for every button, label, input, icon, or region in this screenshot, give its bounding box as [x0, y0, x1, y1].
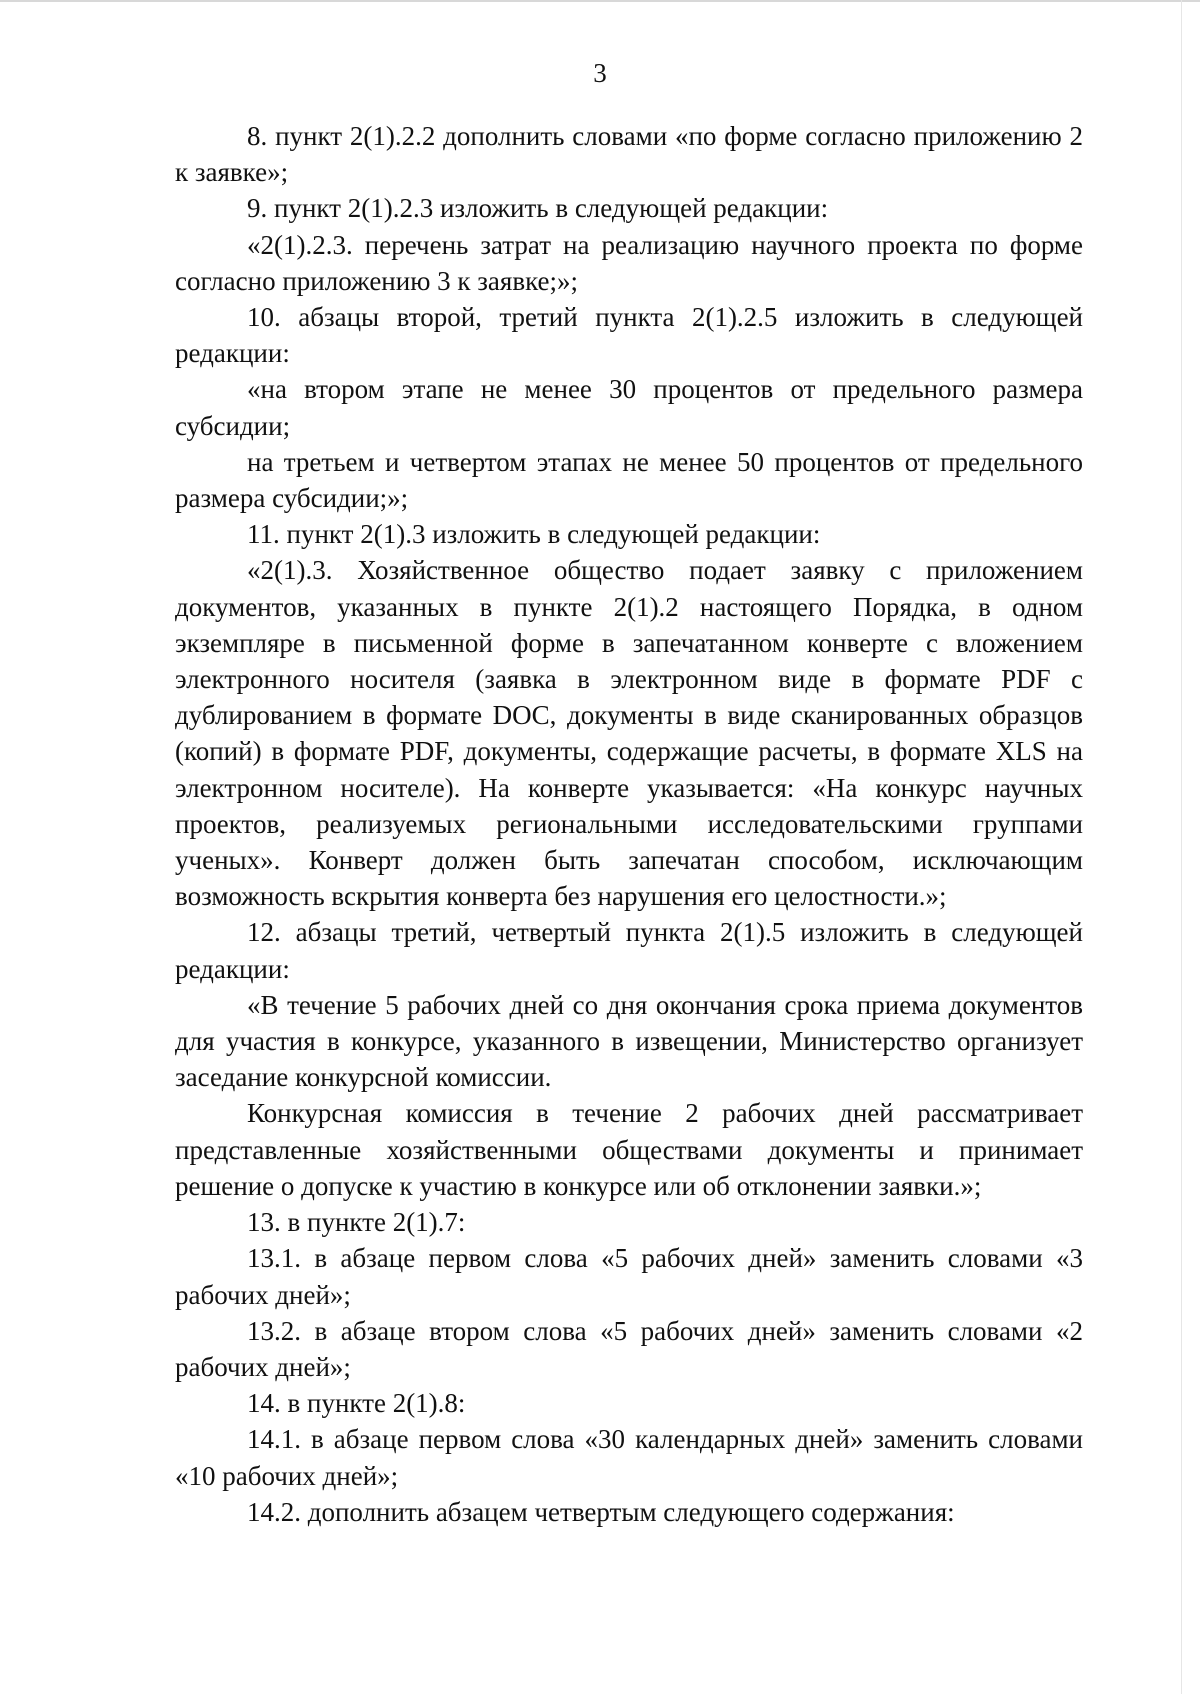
paragraph-9-quote: «2(1).2.3. перечень затрат на реализацию научного проекта по форме согласно приложению 3 к заявке;»; [175, 229, 1083, 296]
paragraph-8: 8. пункт 2(1).2.2 дополнить словами «по форме согласно приложению 2 к заявке»; [175, 121, 1083, 188]
paragraph-12-quote-b: Конкурсная комиссия в течение 2 рабочих дней рассматривает представленные хозяйственными обществами документы и принимает решение о допуске к участию в конкурсе или об отклонении заявки.»; [175, 1098, 1083, 1201]
paragraph-10-quote-a: «на втором этапе не менее 30 процентов от предельного размера субсидии; [175, 374, 1083, 441]
paragraph-14-2: 14.2. дополнить абзацем четвертым следующего содержания: [247, 1496, 955, 1527]
paragraph-11-quote: «2(1).3. Хозяйственное общество подает заявку с приложением документов, указанных в пункте 2(1).2 настоящего Порядка, в одном экземпляре в письменной форме в запечатанном конверте с вложением электронного носителя (заявка в электронном виде в формате PDF с дублированием в формате DOC, документы в виде сканированных образцов (копий) в формате PDF, документы, содержащие расчеты, в формате XLS на электронном носителе). На конверте указывается: «На конкурс научных проектов, реализуемых региональными исследовательскими группами ученых». Конверт должен быть запечатан способом, исключающим возможность вскрытия конверта без нарушения его целостности.»; [175, 555, 1083, 912]
paragraph-13-2: 13.2. в абзаце втором слова «5 рабочих дней» заменить словами «2 рабочих дней»; [175, 1315, 1083, 1382]
paragraph-10-quote-b: на третьем и четвертом этапах не менее 50 процентов от предельного размера субсидии;»; [175, 446, 1083, 514]
page-number: 3 [593, 58, 607, 88]
paragraph-13: 13. в пункте 2(1).7: [247, 1207, 466, 1238]
paragraph-9: 9. пункт 2(1).2.3 изложить в следующей редакции: [247, 193, 829, 224]
paragraph-12: 12. абзацы третий, четвертый пункта 2(1).5 изложить в следующей редакции: [175, 917, 1083, 984]
paragraph-10: 10. абзацы второй, третий пункта 2(1).2.5 изложить в следующей редакции: [175, 302, 1083, 369]
paragraph-14-1: 14.1. в абзаце первом слова «30 календарных дней» заменить словами «10 рабочих дней»; [175, 1424, 1083, 1491]
paragraph-11: 11. пункт 2(1).3 изложить в следующей редакции: [247, 519, 821, 550]
paragraph-12-quote-a: «В течение 5 рабочих дней со дня окончания срока приема документов для участия в конкурсе, указанного в извещении, Министерство организует заседание конкурсной комиссии. [175, 989, 1083, 1093]
paragraph-13-1: 13.1. в абзаце первом слова «5 рабочих дней» заменить словами «3 рабочих дней»; [175, 1243, 1083, 1310]
scan-edge-top [0, 0, 1200, 2]
document-body [175, 118, 1083, 1530]
scan-edge-right [1181, 0, 1182, 1694]
paragraph-14: 14. в пункте 2(1).8: [247, 1388, 466, 1419]
